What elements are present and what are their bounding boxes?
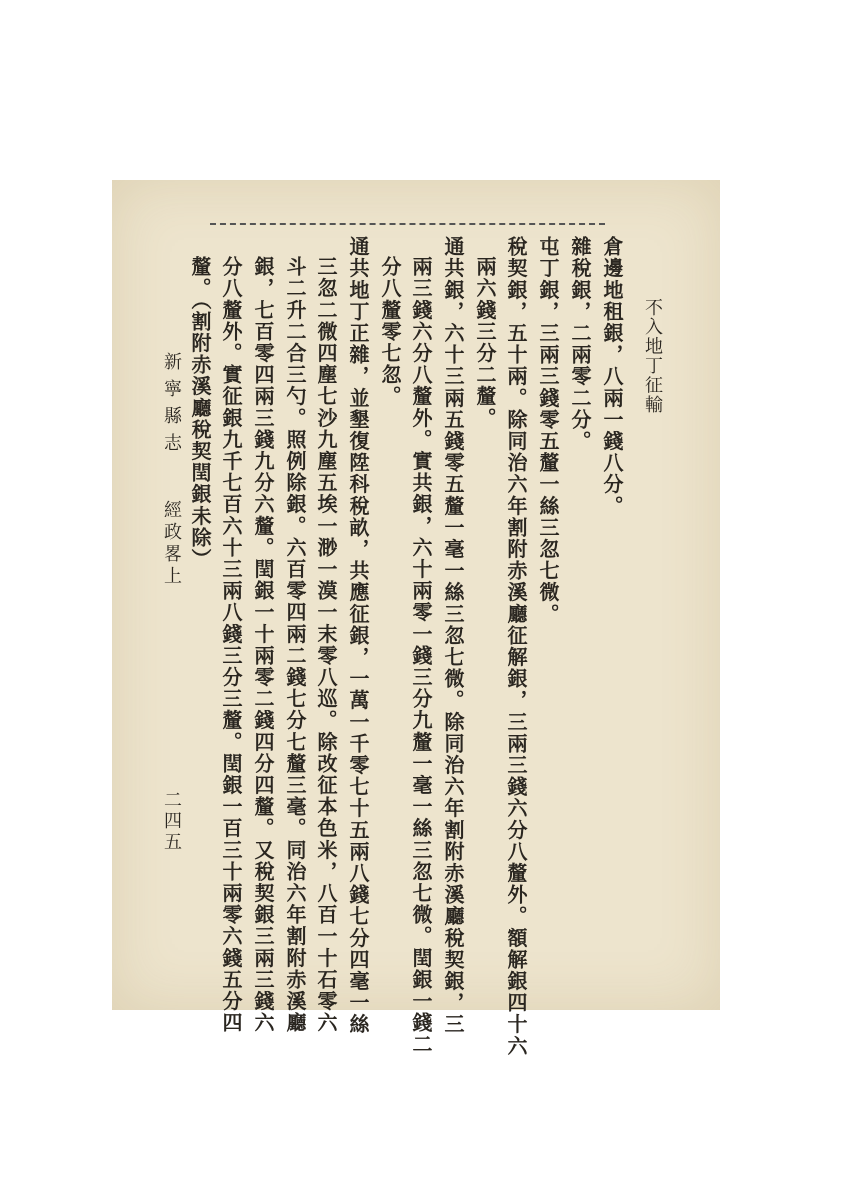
top-dashed-rule	[210, 223, 605, 225]
book-title: 新寧縣志	[161, 352, 182, 460]
section-heading: 不入地丁征輸	[642, 298, 663, 415]
text-column: 通共地丁正雜，並墾復陞科稅畝，共應征銀，一萬一千零七十五兩八錢七分四毫一絲	[346, 236, 370, 1036]
text-column: 倉邊地租銀，八兩一錢八分。	[600, 236, 624, 517]
text-column: 三忽二微四塵七沙九塵五埃一渺一漠一末零八巡。除改征本色米，八百一十石零六	[314, 256, 338, 1034]
text-column: 稅契銀，五十兩。除同治六年割附赤溪廳征解銀，三兩三錢六分八釐外。額解銀四十六	[504, 236, 528, 1057]
page-number: 二四五	[161, 790, 182, 853]
text-column: 雜稅銀，二兩零二分。	[568, 236, 592, 452]
text-column: 銀，七百零四兩三錢九分六釐。閏銀一十兩零二錢四分四釐。又稅契銀三兩三錢六	[251, 256, 275, 1034]
text-column: 釐。（割附赤溪廳稅契閏銀未除）	[188, 256, 212, 570]
section-name: 經政畧上	[161, 500, 182, 588]
text-column: 通共銀，六十三兩五錢零五釐一毫一絲三忽七微。除同治六年割附赤溪廳稅契銀，三	[441, 236, 465, 1036]
text-column: 分八釐零七忽。	[378, 256, 402, 408]
text-column: 分八釐外。實征銀九千七百六十三兩八錢三分三釐。閏銀一百三十兩零六錢五分四	[219, 256, 243, 1034]
text-column: 斗二升二合三勺。照例除銀。六百零四兩二錢七分七釐三毫。同治六年割附赤溪廳	[283, 256, 307, 1034]
text-column: 屯丁銀，三兩三錢零五釐一絲三忽七微。	[536, 236, 560, 625]
text-column: 兩六錢三分二釐。	[473, 256, 497, 429]
text-column: 兩三錢六分八釐外。實共銀，六十兩零一錢三分九釐一毫一絲三忽七微。閏銀一錢二	[409, 256, 433, 1056]
